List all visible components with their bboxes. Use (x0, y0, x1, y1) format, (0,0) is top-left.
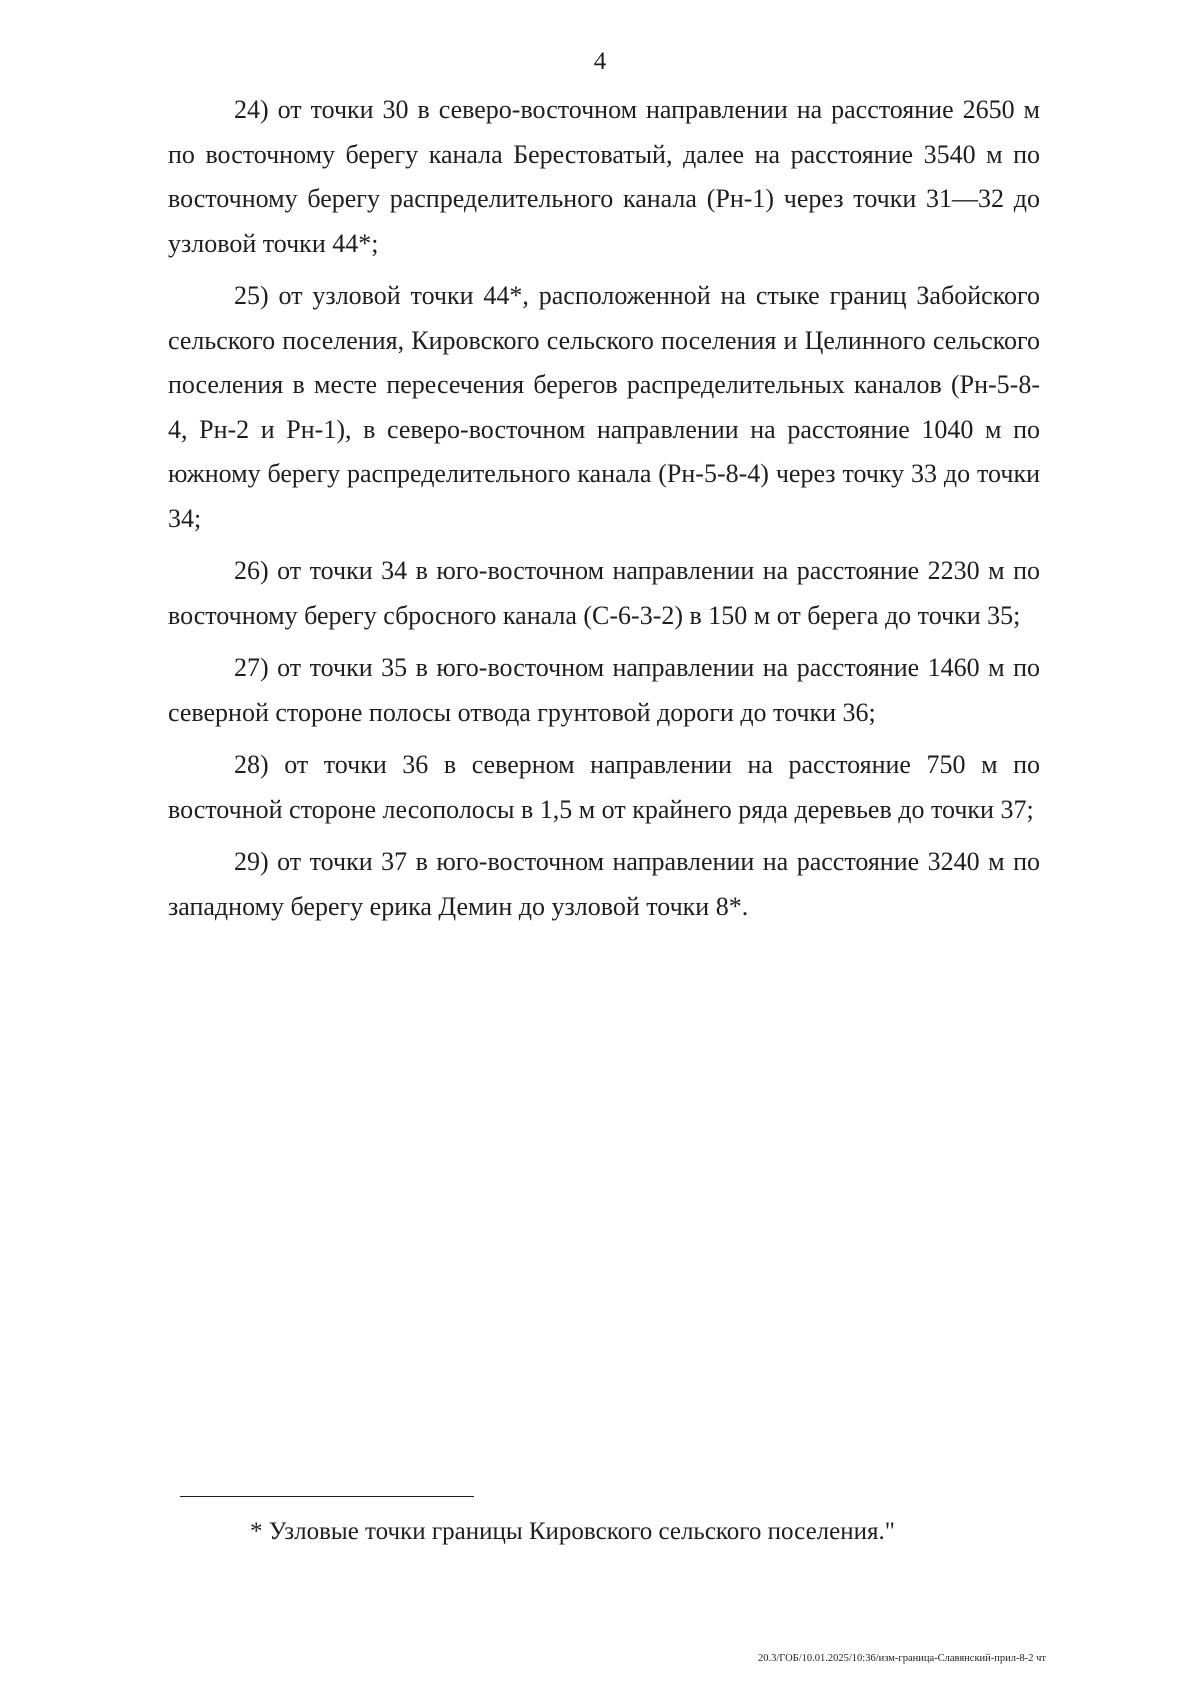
paragraph-25: 25) от узловой точки 44*, расположенной на стыке границ Забойского сельского поселения, Кировского сельского поселения и Целинного сельского поселения в месте пересечения берегов распределительных каналов (Рн-5-8-4, Рн-2 и Рн-1), в северо-восточном направлении на расстояние 1040 м по южному берегу распределительного канала (Рн-5-8-4) через точку 33 до точки 34; (168, 281, 1040, 533)
paragraph-28: 28) от точки 36 в северном направлении на расстояние 750 м по восточной стороне лесополосы в 1,5 м от крайнего ряда деревьев до точки 37; (168, 750, 1040, 824)
document-code: 20.3/ГОБ/10.01.2025/10:36/изм-граница-Славянский-прил-8-2 чт (758, 1653, 1047, 1664)
footnote: * Узловые точки границы Кировского сельского поселения." (250, 1518, 895, 1545)
paragraph-26: 26) от точки 34 в юго-восточном направлении на расстояние 2230 м по восточному берегу сбросного канала (С-6-3-2) в 150 м от берега до точки 35; (168, 556, 1040, 630)
footnote-separator (180, 1496, 474, 1497)
page-number: 4 (593, 48, 607, 75)
paragraph-24: 24) от точки 30 в северо-восточном направлении на расстояние 2650 м по восточному берегу канала Берестоватый, далее на расстояние 3540 м по восточному берегу распределительного канала (Рн-1) через точки 31—32 до узловой точки 44*; (168, 95, 1040, 258)
paragraph-29: 29) от точки 37 в юго-восточном направлении на расстояние 3240 м по западному берегу ерика Демин до узловой точки 8*. (168, 847, 1040, 921)
body-text (168, 88, 1040, 937)
paragraph-27: 27) от точки 35 в юго-восточном направлении на расстояние 1460 м по северной стороне полосы отвода грунтовой дороги до точки 36; (168, 653, 1040, 727)
